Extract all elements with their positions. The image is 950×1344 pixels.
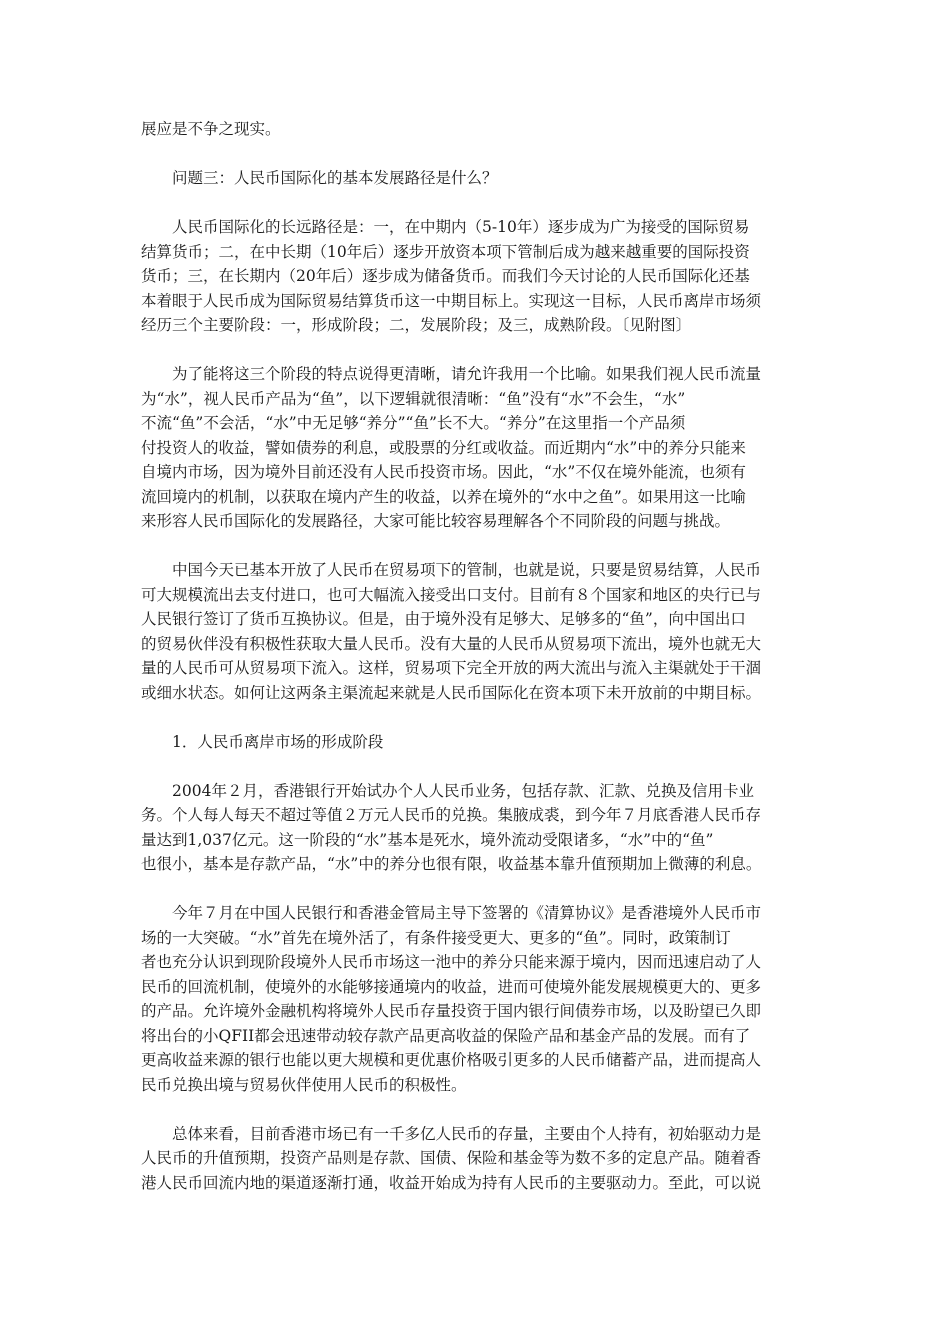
text-line: 不流“鱼”不会活，“水”中无足够“养分”“鱼”长不大。“养分”在这里指一个产品须 — [141, 414, 686, 432]
text-line: 量达到1,037亿元。这一阶段的“水”基本是死水，境外流动受限诸多，“水”中的“鱼” — [141, 830, 714, 849]
paragraph-gap — [141, 191, 823, 216]
text-line: 也很小，基本是存款产品，“水”中的养分也很有限，收益基本靠升值预期加上微薄的利息。 — [141, 855, 762, 873]
paragraph — [141, 215, 823, 338]
document-page — [141, 117, 823, 1195]
paragraph-gap — [141, 705, 823, 730]
paragraph-gap — [141, 338, 823, 363]
paragraph — [141, 558, 823, 705]
text-line: 可大规模流出去支付进口，也可大幅流入接受出口支付。目前有８个国家和地区的央行已与 — [141, 585, 762, 604]
text-line: 人民币国际化的长远路径是：一，在中期内（5-10年）逐步成为广为接受的国际贸易 — [172, 218, 750, 236]
text-line: 总体来看，目前香港市场已有一千多亿人民币的存量，主要由个人持有，初始驱动力是 — [172, 1124, 762, 1143]
text-line: 务。个人每人每天不超过等值２万元人民币的兑换。集腋成裘，到今年７月底香港人民币存 — [141, 806, 762, 824]
paragraph — [141, 117, 823, 142]
text-line: 港人民币回流内地的渠道逐渐打通，收益开始成为持有人民币的主要驱动力。至此，可以说 — [141, 1173, 762, 1192]
text-line: 更高收益来源的银行也能以更大规模和更优惠价格吸引更多的人民币储蓄产品，进而提高人 — [141, 1051, 762, 1069]
paragraph-gap — [141, 754, 823, 779]
text-line: 或细水状态。如何让这两条主渠流起来就是人民币国际化在资本项下未开放前的中期目标。 — [141, 683, 762, 702]
text-line: 将出台的小QFII都会迅速带动较存款产品更高收益的保险产品和基金产品的发展。而有了 — [141, 1026, 751, 1045]
text-line: 人民币的升值预期，投资产品则是存款、国债、保险和基金等为数不多的定息产品。随着香 — [141, 1149, 762, 1167]
text-line: 问题三：人民币国际化的基本发展路径是什么？ — [172, 169, 498, 187]
text-line: 结算货币；二，在中长期（10年后）逐步开放资本项下管制后成为越来越重要的国际投资 — [141, 242, 750, 261]
text-line: 中国今天已基本开放了人民币在贸易项下的管制，也就是说，只要是贸易结算，人民币 — [172, 561, 762, 579]
paragraph — [141, 1122, 823, 1196]
paragraph — [141, 779, 823, 877]
text-line: 本着眼于人民币成为国际贸易结算货币这一中期目标上。实现这一目标，人民币离岸市场须 — [141, 291, 762, 310]
paragraph — [141, 901, 823, 1097]
paragraph — [141, 362, 823, 534]
paragraph-gap — [141, 1097, 823, 1122]
text-line: 1．人民币离岸市场的形成阶段 — [172, 732, 384, 751]
paragraph-gap — [141, 534, 823, 559]
text-line: 民币的回流机制，使境外的水能够接通境内的收益，进而可使境外能发展规模更大的、更多 — [141, 977, 762, 996]
text-line: 货币；三，在长期内（20年后）逐步成为储备货币。而我们今天讨论的人民币国际化还基 — [141, 267, 750, 285]
paragraph-gap — [141, 877, 823, 902]
text-line: 的贸易伙伴没有积极性获取大量人民币。没有大量的人民币从贸易项下流出，境外也就无大 — [141, 634, 762, 653]
paragraph-gap — [141, 142, 823, 167]
text-line: 人民银行签订了货币互换协议。但是，由于境外没有足够大、足够多的“鱼”，向中国出口 — [141, 610, 746, 628]
paragraph — [141, 730, 823, 755]
text-line: 场的一大突破。“水”首先在境外活了，有条件接受更大、更多的“鱼”。同时，政策制订 — [141, 928, 731, 947]
text-line: 量的人民币可从贸易项下流入。这样，贸易项下完全开放的两大流出与流入主渠就处于干涸 — [141, 659, 762, 677]
text-line: 为了能将这三个阶段的特点说得更清晰，请允许我用一个比喻。如果我们视人民币流量 — [172, 365, 762, 383]
text-line: 为“水”，视人民币产品为“鱼”，以下逻辑就很清晰：“鱼”没有“水”不会生，“水” — [141, 389, 686, 408]
paragraph — [141, 166, 823, 191]
text-line: 流回境内的机制，以获取在境内产生的收益，以养在境外的“水中之鱼”。如果用这一比喻 — [141, 487, 746, 506]
text-line: 经历三个主要阶段：一，形成阶段；二，发展阶段；及三，成熟阶段。〔见附图〕 — [141, 316, 692, 334]
text-line: 的产品。允许境外金融机构将境外人民币存量投资于国内银行间债券市场，以及盼望已久即 — [141, 1002, 762, 1020]
text-line: 自境内市场，因为境外目前还没有人民币投资市场。因此，“水”不仅在境外能流，也须有 — [141, 463, 746, 481]
text-line: 付投资人的收益，譬如债券的利息，或股票的分红或收益。而近期内“水”中的养分只能来 — [141, 438, 746, 457]
text-line: 今年７月在中国人民银行和香港金管局主导下签署的《清算协议》是香港境外人民币市 — [172, 904, 762, 922]
text-line: 展应是不争之现实。 — [141, 120, 281, 138]
text-line: 2004年２月，香港银行开始试办个人人民币业务，包括存款、汇款、兑换及信用卡业 — [172, 781, 754, 800]
text-line: 来形容人民币国际化的发展路径，大家可能比较容易理解各个不同阶段的问题与挑战。 — [141, 512, 731, 530]
text-line: 民币兑换出境与贸易伙伴使用人民币的积极性。 — [141, 1075, 467, 1094]
text-line: 者也充分认识到现阶段境外人民币市场这一池中的养分只能来源于境内，因而迅速启动了人 — [141, 953, 762, 971]
